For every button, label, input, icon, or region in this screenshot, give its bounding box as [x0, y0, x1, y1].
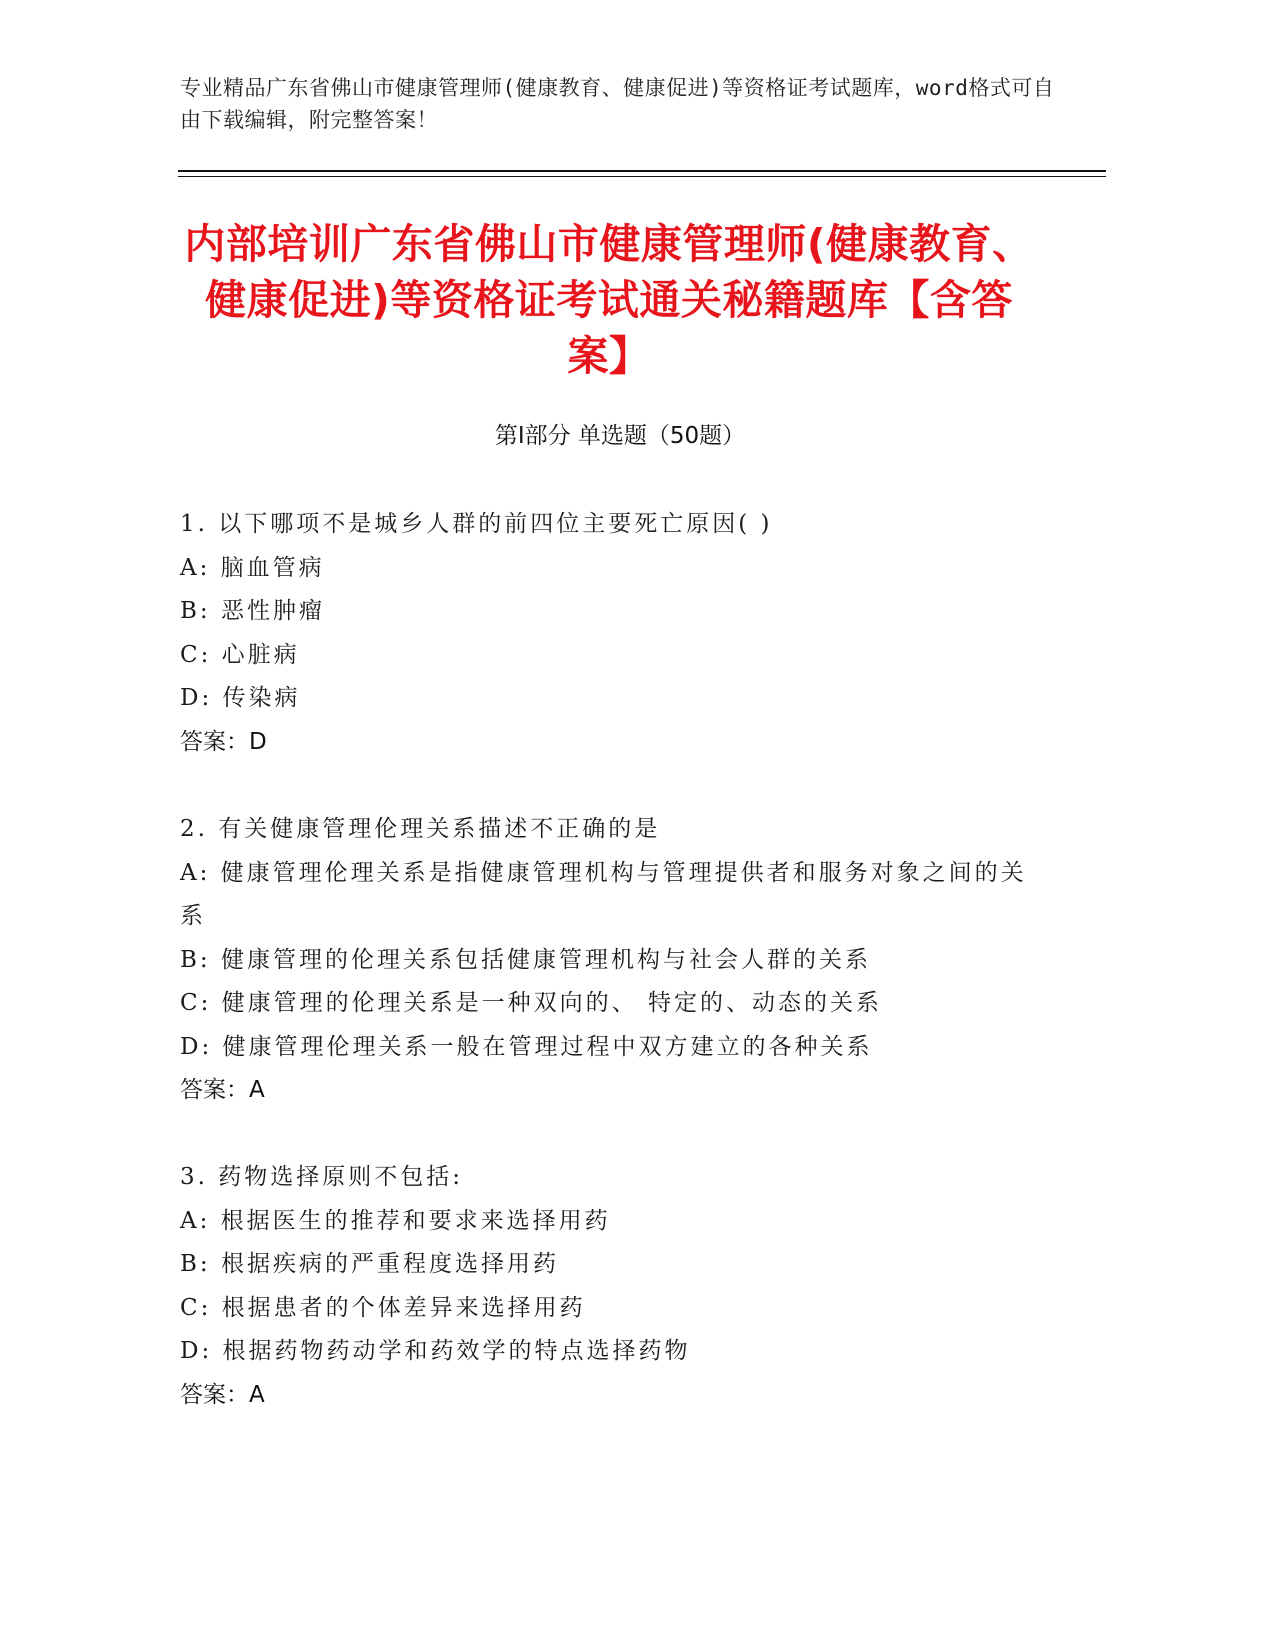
question-1 [180, 503, 1050, 764]
option-a: A: 脑血管病 [180, 554, 325, 581]
answer-label: 答案： [180, 728, 249, 755]
answer-label: 答案： [180, 1381, 249, 1408]
question-stem: 2. 有关健康管理伦理关系描述不正确的是 [180, 816, 661, 842]
header-rule-thick [178, 170, 1106, 172]
option-d: D: 根据药物药动学和药效学的特点选择药物 [180, 1338, 691, 1364]
answer [180, 721, 1050, 765]
option-d: D: 传染病 [180, 685, 301, 711]
answer-value: A [249, 1381, 265, 1408]
question-3 [180, 1156, 1050, 1417]
option-a: A: 健康管理伦理关系是指健康管理机构与管理提供者和服务对象之间的关系 [180, 859, 1027, 929]
section-title: 第Ⅰ部分 单选题（50题） [494, 423, 746, 449]
option-c: C: 健康管理的伦理关系是一种双向的、 特定的、动态的关系 [180, 990, 882, 1016]
option-a: A: 根据医生的推荐和要求来选择用药 [180, 1207, 611, 1234]
answer [180, 1069, 1050, 1113]
option-c: C: 根据患者的个体差异来选择用药 [180, 1294, 586, 1321]
question-stem: 3. 药物选择原则不包括: [180, 1164, 464, 1190]
option-d: D: 健康管理伦理关系一般在管理过程中双方建立的各种关系 [180, 1033, 873, 1060]
option-b: B: 恶性肿瘤 [180, 598, 325, 624]
option-b: B: 根据疾病的严重程度选择用药 [180, 1251, 559, 1277]
answer-label: 答案： [180, 1077, 249, 1103]
option-b: B: 健康管理的伦理关系包括健康管理机构与社会人群的关系 [180, 946, 871, 973]
question-stem: 1. 以下哪项不是城乡人群的前四位主要死亡原因( ) [180, 511, 773, 537]
answer-value: A [249, 1077, 265, 1103]
header-rule-thin [178, 176, 1106, 177]
question-2 [180, 808, 1050, 1113]
answer-value: D [249, 728, 267, 755]
option-c: C: 心脏病 [180, 641, 300, 668]
header-note: 专业精品广东省佛山市健康管理师(健康教育、健康促进)等资格证考试题库，word格式可自由下载编辑，附完整答案！ [180, 76, 1055, 132]
document-title: 内部培训广东省佛山市健康管理师(健康教育、健康促进)等资格证考试通关秘籍题库【含答案】 [184, 220, 1034, 380]
answer [180, 1374, 1050, 1418]
